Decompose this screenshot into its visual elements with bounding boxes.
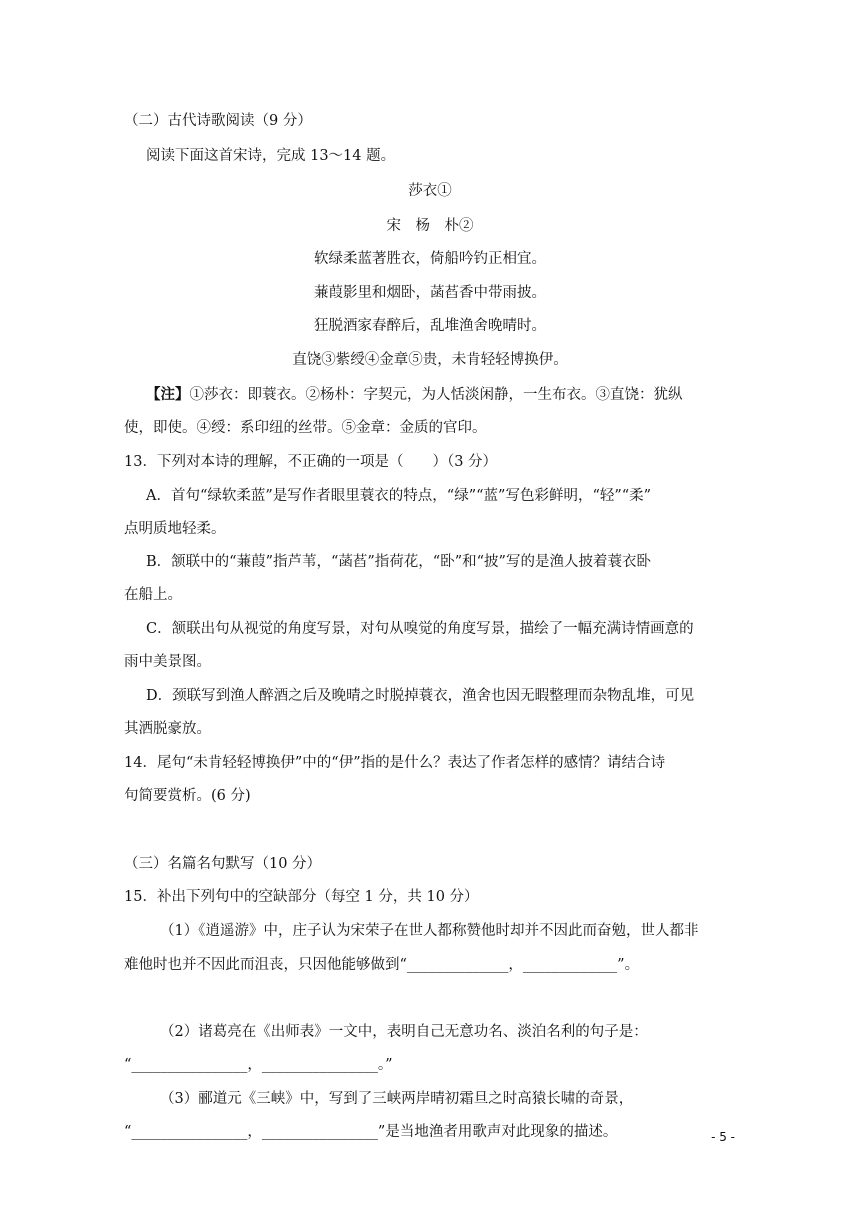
q15-item1: （1）《逍遥游》中，庄子认为宋荣子在世人都称赞他时却并不因此而奋勉，世人都非	[160, 923, 699, 939]
q13-option-c: C．颔联出句从视觉的角度写景，对句从嗅觉的角度写景，描绘了一幅充满诗情画意的	[146, 621, 694, 637]
note-text: ①莎衣：即蓑衣。②杨朴：字契元，为人恬淡闲静，一生布衣。③直饶：犹纵	[189, 387, 683, 403]
section3-header: （三）名篇名句默写（10 分）	[124, 856, 322, 872]
page-number: - 5 -	[711, 1130, 735, 1144]
q14-line1: 14．尾句“未肯轻轻博换伊”中的“伊”指的是什么？表达了作者怎样的感情？请结合诗	[124, 755, 666, 771]
poem-line: 蒹葭影里和烟卧，菡萏香中带雨披。	[314, 285, 546, 301]
q13-option-b-cont: 在船上。	[124, 587, 182, 603]
q13-option-d-cont: 其洒脱豪放。	[124, 721, 211, 737]
q15-item1-cont: 难他时也并不因此而沮丧，只因他能够做到“______________，_____________”。	[124, 957, 640, 973]
poem-line: 软绿柔蓝著胜衣，倚船吟钓正相宜。	[314, 251, 546, 267]
q15-stem: 15．补出下列句中的空缺部分（每空 1 分，共 10 分）	[124, 889, 479, 905]
q15-item3: （3）郦道元《三峡》中，写到了三峡两岸晴初霜旦之时高猿长啸的奇景，	[160, 1091, 634, 1107]
section2-instruction: 阅读下面这首宋诗，完成 13～14 题。	[146, 148, 396, 164]
q13-stem: 13．下列对本诗的理解，不正确的一项是（ ）（3 分）	[124, 454, 498, 470]
q13-option-d: D．颈联写到渔人醉酒之后及晚晴之时脱掉蓑衣，渔舍也因无暇整理而杂物乱堆，可见	[146, 688, 695, 704]
section2-header: （二）古代诗歌阅读（9 分）	[124, 113, 312, 129]
poem-line: 直饶③紫绶④金章⑤贵，未肯轻轻博换伊。	[292, 352, 568, 368]
poem-line: 狂脱酒家春醉后，乱堆渔舍晚晴时。	[314, 318, 546, 334]
q13-option-a: A．首句“绿软柔蓝”是写作者眼里蓑衣的特点，“绿”“蓝”写色彩鲜明，“轻”“柔”	[146, 488, 652, 504]
q14-line2: 句简要赏析。(6 分)	[124, 788, 251, 804]
q15-item2: （2）诸葛亮在《出师表》一文中，表明自己无意功名、淡泊名利的句子是：	[160, 1024, 648, 1040]
note-first-line	[146, 385, 860, 405]
q15-item3-cont: “________________，________________”是当地渔者用歌声对此现象的描述。	[124, 1124, 618, 1140]
note-label: 【注】	[146, 386, 190, 403]
q15-item2-cont: “________________，________________。”	[124, 1057, 393, 1073]
poem-author: 宋 杨 朴②	[386, 218, 474, 234]
poem-title: 莎衣①	[408, 183, 452, 199]
q13-option-a-cont: 点明质地轻柔。	[124, 521, 226, 537]
q13-option-b: B．颔联中的“蒹葭”指芦苇，“菡萏”指荷花，“卧”和“披”写的是渔人披着蓑衣卧	[146, 554, 651, 570]
q13-option-c-cont: 雨中美景图。	[124, 654, 211, 670]
note-second-line: 使，即使。④绶：系印纽的丝带。⑤金章：金质的官印。	[124, 420, 487, 436]
